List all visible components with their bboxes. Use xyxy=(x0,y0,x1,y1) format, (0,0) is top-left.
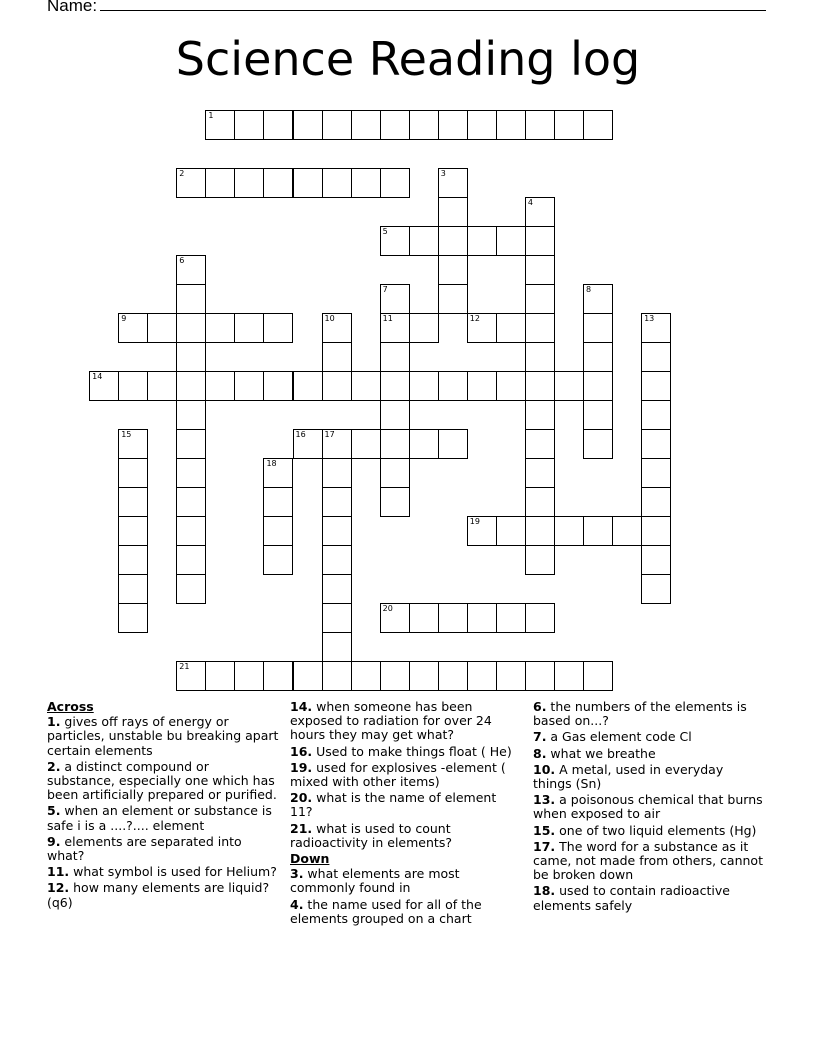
clue-item-number: 3. xyxy=(290,866,304,882)
grid-cell[interactable] xyxy=(322,661,352,691)
clue-item-text: a distinct compound or substance, especially one which has been artificially prepared or purified. xyxy=(47,758,277,803)
clue-number: 18 xyxy=(266,459,277,468)
grid-cell[interactable] xyxy=(234,371,264,401)
clue-number: 12 xyxy=(469,314,480,323)
grid-cell[interactable] xyxy=(583,342,613,372)
clue-number: 15 xyxy=(121,430,132,439)
grid-cell[interactable] xyxy=(176,255,206,285)
grid-cell[interactable] xyxy=(234,168,264,198)
page-title: Science Reading log xyxy=(175,32,641,86)
clue-number: 7 xyxy=(382,285,388,294)
grid-cell[interactable] xyxy=(176,342,206,372)
grid-cell[interactable] xyxy=(467,226,497,256)
clue-item-number: 5. xyxy=(47,803,61,819)
grid-cell[interactable] xyxy=(438,197,468,227)
grid-cell[interactable] xyxy=(176,400,206,430)
clue-item xyxy=(290,898,522,926)
clue-number: 2 xyxy=(179,169,185,178)
grid-cell[interactable] xyxy=(641,458,671,488)
grid-cell[interactable] xyxy=(322,574,352,604)
grid-cell[interactable] xyxy=(496,226,526,256)
clue-item-number: 1. xyxy=(47,714,61,730)
grid-cell[interactable] xyxy=(176,487,206,517)
clue-item-number: 6. xyxy=(533,699,547,714)
clue-item-text: elements are separated into what? xyxy=(47,833,242,864)
grid-cell[interactable] xyxy=(380,371,410,401)
clue-item xyxy=(533,840,765,883)
clue-item-text: the name used for all of the elements grouped on a chart xyxy=(290,896,482,926)
grid-cell[interactable] xyxy=(118,574,148,604)
clue-item-text: what symbol is used for Helium? xyxy=(69,864,277,880)
grid-cell[interactable] xyxy=(438,603,468,633)
clue-item-text: what elements are most commonly found in xyxy=(290,866,460,896)
grid-cell[interactable] xyxy=(612,516,642,546)
clue-item xyxy=(290,700,522,743)
across-heading: Across xyxy=(47,699,94,714)
clue-item-number: 4. xyxy=(290,896,304,912)
grid-cell[interactable] xyxy=(438,661,468,691)
grid-cell[interactable] xyxy=(525,110,555,140)
clue-number: 1 xyxy=(208,111,214,120)
clue-column-2 xyxy=(290,700,522,928)
grid-cell[interactable] xyxy=(409,110,439,140)
grid-cell[interactable] xyxy=(118,487,148,517)
clue-item-text: used to contain radioactive elements safely xyxy=(533,883,730,913)
clue-item-number: 11. xyxy=(47,864,70,880)
grid-cell[interactable] xyxy=(118,313,148,343)
grid-cell[interactable] xyxy=(438,255,468,285)
clue-item xyxy=(290,761,522,789)
grid-cell[interactable] xyxy=(583,110,613,140)
clue-item-number: 20. xyxy=(290,790,313,806)
grid-cell[interactable] xyxy=(641,516,671,546)
grid-cell[interactable] xyxy=(438,371,468,401)
grid-cell[interactable] xyxy=(525,603,555,633)
grid-cell[interactable] xyxy=(263,545,293,575)
grid-cell[interactable] xyxy=(351,168,381,198)
clue-number: 10 xyxy=(324,314,335,323)
grid-cell[interactable] xyxy=(525,371,555,401)
grid-cell[interactable] xyxy=(263,458,293,488)
clue-item xyxy=(47,715,279,758)
clue-item-text: the numbers of the elements is based on...? xyxy=(533,699,747,729)
clue-item xyxy=(533,793,765,821)
grid-cell[interactable] xyxy=(525,284,555,314)
grid-cell[interactable] xyxy=(322,168,352,198)
grid-cell[interactable] xyxy=(351,110,381,140)
grid-cell[interactable] xyxy=(438,110,468,140)
grid-cell[interactable] xyxy=(583,516,613,546)
grid-cell[interactable] xyxy=(263,110,293,140)
clue-item-text: a Gas element code Cl xyxy=(546,729,692,745)
grid-cell[interactable] xyxy=(525,516,555,546)
grid-cell[interactable] xyxy=(234,661,264,691)
clue-item-number: 12. xyxy=(47,880,70,896)
grid-cell[interactable] xyxy=(467,516,497,546)
grid-cell[interactable] xyxy=(322,632,352,662)
grid-cell[interactable] xyxy=(496,110,526,140)
grid-cell[interactable] xyxy=(409,429,439,459)
grid-cell[interactable] xyxy=(467,371,497,401)
grid-cell[interactable] xyxy=(525,197,555,227)
grid-cell[interactable] xyxy=(263,487,293,517)
clue-number: 20 xyxy=(382,604,393,613)
grid-cell[interactable] xyxy=(147,371,177,401)
clue-item-text: one of two liquid elements (Hg) xyxy=(555,822,757,838)
clue-item xyxy=(47,865,279,879)
clue-item-number: 18. xyxy=(533,883,556,899)
clue-item-text: when an element or substance is safe i is a ....?.... element xyxy=(47,803,272,833)
grid-cell[interactable] xyxy=(322,487,352,517)
grid-cell[interactable] xyxy=(176,661,206,691)
grid-cell[interactable] xyxy=(322,313,352,343)
grid-cell[interactable] xyxy=(322,545,352,575)
clue-item-text: The word for a substance as it came, not made from others, cannot be broken down xyxy=(533,838,763,883)
grid-cell[interactable] xyxy=(263,516,293,546)
grid-cell[interactable] xyxy=(147,313,177,343)
grid-cell[interactable] xyxy=(583,400,613,430)
grid-cell[interactable] xyxy=(263,313,293,343)
grid-cell[interactable] xyxy=(351,661,381,691)
clue-item-text: when someone has been exposed to radiation for over 24 hours they may get what? xyxy=(290,699,492,743)
clue-number: 5 xyxy=(382,227,388,236)
grid-cell[interactable] xyxy=(438,284,468,314)
grid-cell[interactable] xyxy=(525,313,555,343)
grid-cell[interactable] xyxy=(118,429,148,459)
grid-cell[interactable] xyxy=(583,284,613,314)
grid-cell[interactable] xyxy=(409,661,439,691)
clue-item-number: 9. xyxy=(47,833,61,849)
grid-cell[interactable] xyxy=(641,545,671,575)
clue-item-text: what is the name of element 11? xyxy=(290,790,497,820)
grid-cell[interactable] xyxy=(583,371,613,401)
grid-cell[interactable] xyxy=(525,661,555,691)
grid-cell[interactable] xyxy=(293,661,323,691)
grid-cell[interactable] xyxy=(118,545,148,575)
grid-cell[interactable] xyxy=(380,400,410,430)
clue-item xyxy=(47,835,279,863)
grid-cell[interactable] xyxy=(322,342,352,372)
clue-item-number: 16. xyxy=(290,743,313,759)
grid-cell[interactable] xyxy=(641,313,671,343)
grid-cell[interactable] xyxy=(205,168,235,198)
grid-cell[interactable] xyxy=(263,661,293,691)
clue-item-number: 2. xyxy=(47,758,61,774)
grid-cell[interactable] xyxy=(380,661,410,691)
grid-cell[interactable] xyxy=(438,168,468,198)
grid-cell[interactable] xyxy=(205,313,235,343)
clue-item-number: 14. xyxy=(290,699,313,714)
grid-cell[interactable] xyxy=(118,458,148,488)
grid-cell[interactable] xyxy=(351,429,381,459)
grid-cell[interactable] xyxy=(438,429,468,459)
grid-cell[interactable] xyxy=(322,458,352,488)
clue-item xyxy=(533,730,765,744)
grid-cell[interactable] xyxy=(525,400,555,430)
clue-item xyxy=(533,763,765,791)
grid-cell[interactable] xyxy=(322,110,352,140)
clue-number: 11 xyxy=(382,314,393,323)
clue-item-text: gives off rays of energy or particles, unstable bu breaking apart certain elements xyxy=(47,714,279,758)
clue-item-number: 8. xyxy=(533,745,547,761)
grid-cell[interactable] xyxy=(525,429,555,459)
grid-cell[interactable] xyxy=(583,661,613,691)
grid-cell[interactable] xyxy=(409,603,439,633)
grid-cell[interactable] xyxy=(496,661,526,691)
clue-number: 14 xyxy=(92,372,103,381)
grid-cell[interactable] xyxy=(263,371,293,401)
grid-cell[interactable] xyxy=(554,516,584,546)
grid-cell[interactable] xyxy=(409,226,439,256)
clue-number: 17 xyxy=(324,430,335,439)
grid-cell[interactable] xyxy=(525,226,555,256)
grid-cell[interactable] xyxy=(176,168,206,198)
grid-cell[interactable] xyxy=(205,371,235,401)
grid-cell[interactable] xyxy=(263,168,293,198)
clue-item-number: 7. xyxy=(533,729,547,745)
clue-item xyxy=(290,822,522,850)
grid-cell[interactable] xyxy=(583,313,613,343)
clue-item-text: how many elements are liquid? (q6) xyxy=(47,880,270,910)
grid-cell[interactable] xyxy=(467,313,497,343)
clue-item-text: a poisonous chemical that burns when exposed to air xyxy=(533,792,763,822)
grid-cell[interactable] xyxy=(322,516,352,546)
grid-cell[interactable] xyxy=(118,603,148,633)
grid-cell[interactable] xyxy=(118,371,148,401)
grid-cell[interactable] xyxy=(438,226,468,256)
grid-cell[interactable] xyxy=(641,487,671,517)
clue-number: 19 xyxy=(469,517,480,526)
clue-number: 4 xyxy=(527,198,533,207)
grid-cell[interactable] xyxy=(380,429,410,459)
grid-cell[interactable] xyxy=(380,313,410,343)
grid-cell[interactable] xyxy=(641,574,671,604)
clue-item-number: 21. xyxy=(290,820,313,836)
clue-item xyxy=(533,884,765,912)
down-heading: Down xyxy=(290,851,330,867)
grid-cell[interactable] xyxy=(554,661,584,691)
grid-cell[interactable] xyxy=(322,371,352,401)
clue-item-number: 19. xyxy=(290,759,313,775)
clue-item-number: 15. xyxy=(533,822,556,838)
grid-cell[interactable] xyxy=(176,545,206,575)
clue-item xyxy=(290,791,522,819)
clue-number: 13 xyxy=(644,314,655,323)
grid-cell[interactable] xyxy=(525,342,555,372)
clue-item xyxy=(533,700,765,728)
grid-cell[interactable] xyxy=(554,371,584,401)
grid-cell[interactable] xyxy=(525,545,555,575)
grid-cell[interactable] xyxy=(496,516,526,546)
grid-cell[interactable] xyxy=(467,603,497,633)
grid-cell[interactable] xyxy=(234,110,264,140)
grid-cell[interactable] xyxy=(467,110,497,140)
grid-cell[interactable] xyxy=(496,371,526,401)
name-label: Name: xyxy=(47,0,98,15)
grid-cell[interactable] xyxy=(409,371,439,401)
grid-cell[interactable] xyxy=(467,661,497,691)
grid-cell[interactable] xyxy=(380,226,410,256)
grid-cell[interactable] xyxy=(322,603,352,633)
grid-cell[interactable] xyxy=(293,429,323,459)
grid-cell[interactable] xyxy=(380,458,410,488)
clue-item-text: what is used to count radioactivity in elements? xyxy=(290,820,452,850)
clue-column-1 xyxy=(47,700,279,912)
clue-item-number: 17. xyxy=(533,838,556,854)
clue-item-text: Used to make things float ( He) xyxy=(312,743,512,759)
grid-cell[interactable] xyxy=(525,458,555,488)
clue-item xyxy=(533,747,765,761)
grid-cell[interactable] xyxy=(583,429,613,459)
clue-item-text: A metal, used in everyday things (Sn) xyxy=(533,761,724,792)
grid-cell[interactable] xyxy=(641,400,671,430)
grid-cell[interactable] xyxy=(554,110,584,140)
grid-cell[interactable] xyxy=(380,487,410,517)
grid-cell[interactable] xyxy=(176,516,206,546)
clue-item xyxy=(533,824,765,838)
clue-item xyxy=(47,881,279,909)
grid-cell[interactable] xyxy=(176,284,206,314)
grid-cell[interactable] xyxy=(351,371,381,401)
clue-item xyxy=(47,804,279,832)
grid-cell[interactable] xyxy=(641,342,671,372)
clue-number: 21 xyxy=(179,662,190,671)
grid-cell[interactable] xyxy=(525,487,555,517)
grid-cell[interactable] xyxy=(176,371,206,401)
clue-item-text: used for explosives -element ( mixed with other items) xyxy=(290,759,506,790)
grid-cell[interactable] xyxy=(380,603,410,633)
grid-cell[interactable] xyxy=(176,429,206,459)
clue-number: 6 xyxy=(179,256,185,265)
clue-item xyxy=(290,867,522,895)
grid-cell[interactable] xyxy=(293,110,323,140)
clue-item xyxy=(47,760,279,803)
grid-cell[interactable] xyxy=(293,371,323,401)
clue-number: 16 xyxy=(295,430,306,439)
grid-cell[interactable] xyxy=(293,168,323,198)
grid-cell[interactable] xyxy=(641,429,671,459)
clue-number: 8 xyxy=(586,285,592,294)
clue-item-number: 10. xyxy=(533,761,556,777)
grid-cell[interactable] xyxy=(496,313,526,343)
grid-cell[interactable] xyxy=(380,110,410,140)
grid-cell[interactable] xyxy=(409,313,439,343)
grid-cell[interactable] xyxy=(205,661,235,691)
grid-cell[interactable] xyxy=(380,168,410,198)
clue-item-text: what we breathe xyxy=(546,745,656,761)
grid-cell[interactable] xyxy=(205,110,235,140)
grid-cell[interactable] xyxy=(176,574,206,604)
grid-cell[interactable] xyxy=(89,371,119,401)
grid-cell[interactable] xyxy=(176,313,206,343)
grid-cell[interactable] xyxy=(176,458,206,488)
clue-number: 3 xyxy=(440,169,446,178)
clue-item xyxy=(290,745,522,759)
grid-cell[interactable] xyxy=(118,516,148,546)
clue-number: 9 xyxy=(121,314,127,323)
grid-cell[interactable] xyxy=(380,342,410,372)
grid-cell[interactable] xyxy=(641,371,671,401)
clue-column-3 xyxy=(533,700,765,915)
grid-cell[interactable] xyxy=(525,255,555,285)
grid-cell[interactable] xyxy=(234,313,264,343)
grid-cell[interactable] xyxy=(380,284,410,314)
clue-item-number: 13. xyxy=(533,792,556,808)
grid-cell[interactable] xyxy=(322,429,352,459)
grid-cell[interactable] xyxy=(496,603,526,633)
